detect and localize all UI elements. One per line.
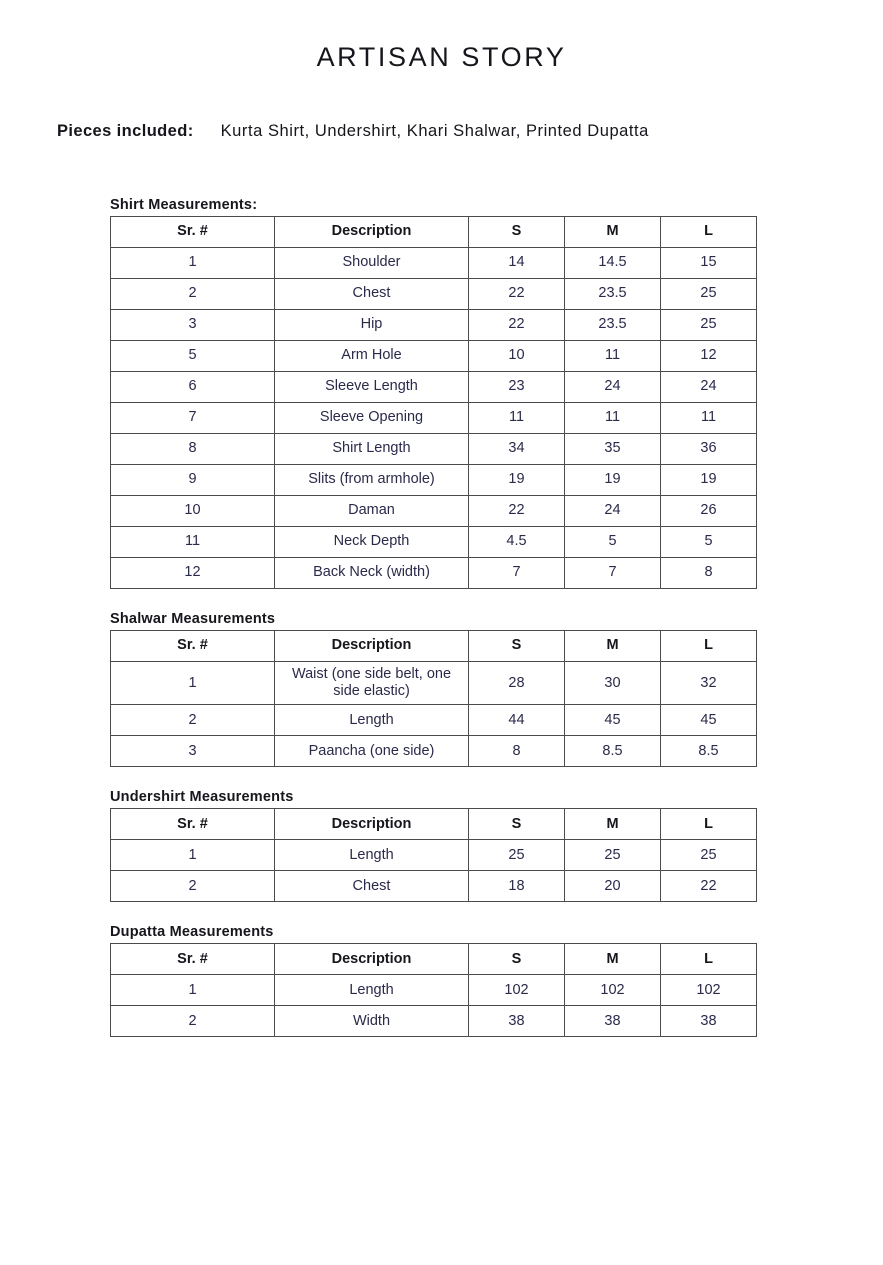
cell-s: 18 <box>469 871 565 902</box>
cell-m: 102 <box>565 975 661 1006</box>
column-header-sr: Sr. # <box>111 809 275 840</box>
column-header-m: M <box>565 809 661 840</box>
cell-sr: 2 <box>111 705 275 736</box>
cell-sr: 2 <box>111 279 275 310</box>
column-header-l: L <box>661 944 757 975</box>
cell-l: 25 <box>661 279 757 310</box>
cell-m: 20 <box>565 871 661 902</box>
table-row <box>111 248 757 279</box>
pieces-included-row <box>0 122 883 141</box>
cell-l: 8.5 <box>661 736 757 767</box>
table-row <box>111 372 757 403</box>
cell-m: 24 <box>565 496 661 527</box>
cell-sr: 2 <box>111 871 275 902</box>
cell-m: 5 <box>565 527 661 558</box>
cell-s: 8 <box>469 736 565 767</box>
cell-l: 26 <box>661 496 757 527</box>
column-header-m: M <box>565 944 661 975</box>
section-shirt <box>110 197 883 589</box>
cell-s: 7 <box>469 558 565 589</box>
cell-m: 7 <box>565 558 661 589</box>
table-row <box>111 496 757 527</box>
table-row <box>111 434 757 465</box>
table-row <box>111 558 757 589</box>
section-title-undershirt: Undershirt Measurements <box>110 789 294 806</box>
table-header-row <box>111 809 757 840</box>
cell-description: Arm Hole <box>275 341 469 372</box>
cell-m: 25 <box>565 840 661 871</box>
cell-sr: 5 <box>111 341 275 372</box>
table-row <box>111 279 757 310</box>
cell-s: 22 <box>469 279 565 310</box>
cell-m: 8.5 <box>565 736 661 767</box>
cell-l: 45 <box>661 705 757 736</box>
cell-sr: 7 <box>111 403 275 434</box>
section-title-shirt: Shirt Measurements: <box>110 197 258 213</box>
cell-description: Slits (from armhole) <box>275 465 469 496</box>
cell-s: 10 <box>469 341 565 372</box>
cell-l: 25 <box>661 310 757 341</box>
column-header-description: Description <box>275 631 469 662</box>
table-row <box>111 871 757 902</box>
cell-description: Daman <box>275 496 469 527</box>
cell-description: Width <box>275 1006 469 1037</box>
cell-description: Length <box>275 840 469 871</box>
cell-s: 34 <box>469 434 565 465</box>
table-row <box>111 705 757 736</box>
cell-s: 23 <box>469 372 565 403</box>
cell-sr: 6 <box>111 372 275 403</box>
section-dupatta <box>110 924 883 1037</box>
cell-description: Back Neck (width) <box>275 558 469 589</box>
cell-sr: 10 <box>111 496 275 527</box>
column-header-sr: Sr. # <box>111 944 275 975</box>
cell-sr: 1 <box>111 975 275 1006</box>
page-title: ARTISAN STORY <box>316 42 567 72</box>
pieces-included-value: Kurta Shirt, Undershirt, Khari Shalwar, Printed Dupatta <box>220 122 649 140</box>
cell-l: 12 <box>661 341 757 372</box>
cell-sr: 8 <box>111 434 275 465</box>
cell-m: 45 <box>565 705 661 736</box>
cell-l: 32 <box>661 662 757 705</box>
table-shirt-measurements <box>110 216 757 589</box>
column-header-m: M <box>565 631 661 662</box>
cell-sr: 1 <box>111 840 275 871</box>
cell-l: 24 <box>661 372 757 403</box>
table-row <box>111 465 757 496</box>
cell-s: 11 <box>469 403 565 434</box>
cell-description: Length <box>275 705 469 736</box>
cell-l: 11 <box>661 403 757 434</box>
cell-sr: 3 <box>111 736 275 767</box>
table-row <box>111 403 757 434</box>
table-row <box>111 1006 757 1037</box>
cell-s: 14 <box>469 248 565 279</box>
cell-sr: 1 <box>111 662 275 705</box>
column-header-s: S <box>469 217 565 248</box>
column-header-description: Description <box>275 809 469 840</box>
column-header-description: Description <box>275 944 469 975</box>
cell-s: 19 <box>469 465 565 496</box>
column-header-s: S <box>469 944 565 975</box>
column-header-description: Description <box>275 217 469 248</box>
section-undershirt <box>110 789 883 902</box>
cell-m: 23.5 <box>565 310 661 341</box>
cell-sr: 2 <box>111 1006 275 1037</box>
cell-description: Hip <box>275 310 469 341</box>
cell-s: 44 <box>469 705 565 736</box>
cell-description: Waist (one side belt, one side elastic) <box>275 662 469 705</box>
cell-l: 15 <box>661 248 757 279</box>
cell-m: 38 <box>565 1006 661 1037</box>
table-header-row <box>111 944 757 975</box>
cell-s: 22 <box>469 496 565 527</box>
cell-l: 8 <box>661 558 757 589</box>
table-row <box>111 736 757 767</box>
cell-m: 11 <box>565 341 661 372</box>
size-chart-page <box>0 42 883 1265</box>
section-title-shalwar: Shalwar Measurements <box>110 611 276 627</box>
cell-s: 4.5 <box>469 527 565 558</box>
cell-sr: 1 <box>111 248 275 279</box>
column-header-s: S <box>469 631 565 662</box>
cell-sr: 12 <box>111 558 275 589</box>
column-header-l: L <box>661 217 757 248</box>
column-header-sr: Sr. # <box>111 217 275 248</box>
cell-m: 30 <box>565 662 661 705</box>
cell-s: 22 <box>469 310 565 341</box>
cell-s: 25 <box>469 840 565 871</box>
column-header-s: S <box>469 809 565 840</box>
cell-l: 25 <box>661 840 757 871</box>
column-header-m: M <box>565 217 661 248</box>
column-header-sr: Sr. # <box>111 631 275 662</box>
table-row <box>111 975 757 1006</box>
table-row <box>111 662 757 705</box>
cell-description: Paancha (one side) <box>275 736 469 767</box>
cell-m: 23.5 <box>565 279 661 310</box>
cell-sr: 9 <box>111 465 275 496</box>
cell-description: Sleeve Opening <box>275 403 469 434</box>
table-header-row <box>111 631 757 662</box>
cell-l: 36 <box>661 434 757 465</box>
cell-description: Chest <box>275 871 469 902</box>
cell-l: 19 <box>661 465 757 496</box>
table-undershirt-measurements <box>110 808 757 902</box>
cell-sr: 11 <box>111 527 275 558</box>
table-row <box>111 840 757 871</box>
cell-l: 38 <box>661 1006 757 1037</box>
measurements-tables <box>0 197 883 1037</box>
cell-description: Chest <box>275 279 469 310</box>
cell-description: Neck Depth <box>275 527 469 558</box>
pieces-included-label: Pieces included: <box>57 122 194 140</box>
cell-m: 35 <box>565 434 661 465</box>
cell-m: 24 <box>565 372 661 403</box>
cell-s: 102 <box>469 975 565 1006</box>
cell-description: Shoulder <box>275 248 469 279</box>
cell-m: 11 <box>565 403 661 434</box>
cell-l: 22 <box>661 871 757 902</box>
column-header-l: L <box>661 809 757 840</box>
cell-description: Length <box>275 975 469 1006</box>
section-title-dupatta: Dupatta Measurements <box>110 924 274 941</box>
cell-l: 102 <box>661 975 757 1006</box>
table-row <box>111 310 757 341</box>
table-row <box>111 527 757 558</box>
section-shalwar <box>110 611 883 767</box>
cell-m: 19 <box>565 465 661 496</box>
table-row <box>111 341 757 372</box>
column-header-l: L <box>661 631 757 662</box>
table-header-row <box>111 217 757 248</box>
cell-sr: 3 <box>111 310 275 341</box>
cell-description: Shirt Length <box>275 434 469 465</box>
cell-s: 28 <box>469 662 565 705</box>
table-shalwar-measurements <box>110 630 757 767</box>
cell-l: 5 <box>661 527 757 558</box>
cell-s: 38 <box>469 1006 565 1037</box>
table-dupatta-measurements <box>110 943 757 1037</box>
cell-m: 14.5 <box>565 248 661 279</box>
cell-description: Sleeve Length <box>275 372 469 403</box>
